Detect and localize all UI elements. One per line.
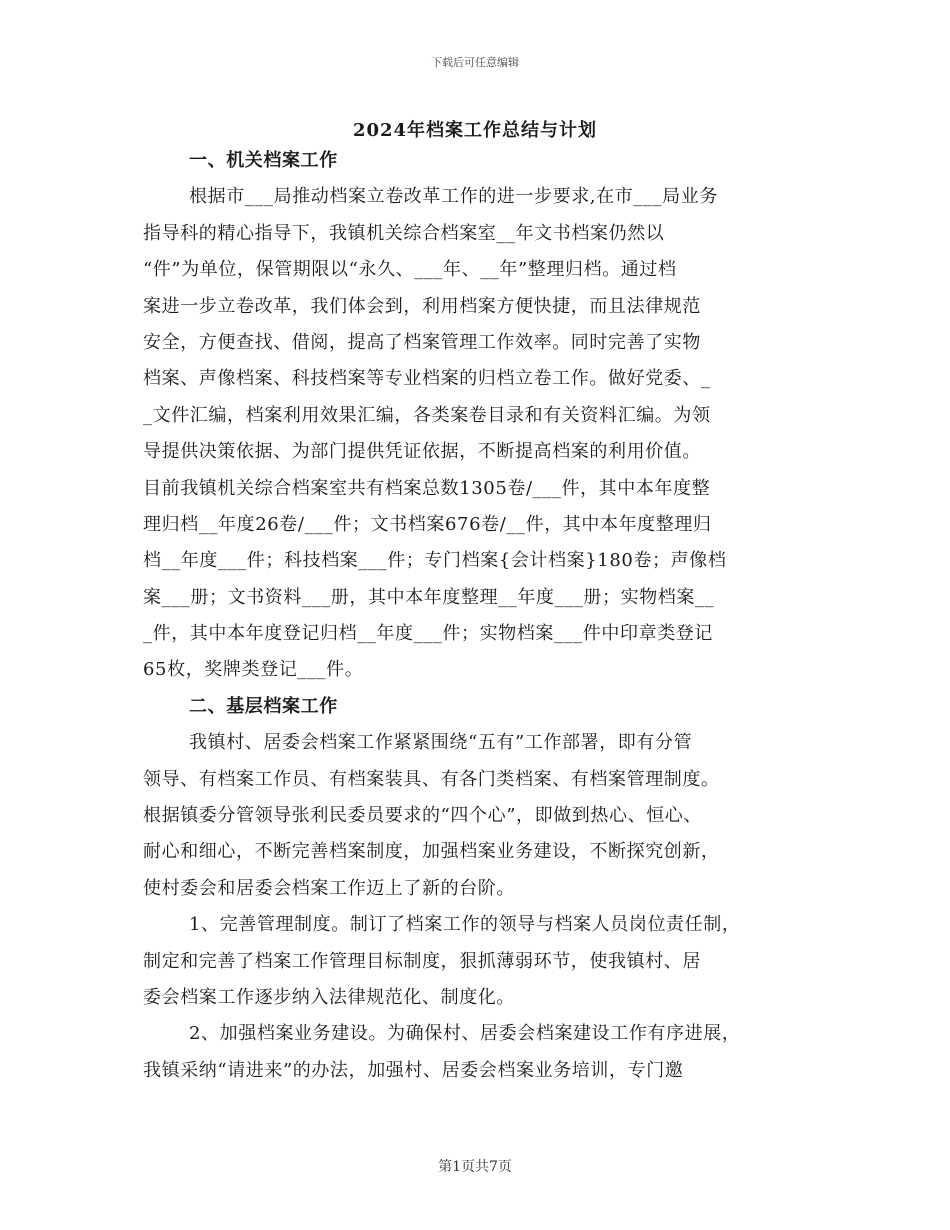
body-text-line: 1、完善管理制度。制订了档案工作的领导与档案人员岗位责任制， xyxy=(189,914,741,936)
page-number: 第1页共7页 xyxy=(438,1159,512,1175)
body-text-line: 制定和完善了档案工作管理目标制度，狠抓薄弱环节，使我镇村、居 xyxy=(143,950,701,972)
body-text-line: 65枚，奖牌类登记___件。 xyxy=(143,659,364,681)
page-header-note: 下载后可任意编辑 xyxy=(431,56,519,69)
section-heading: 一、机关档案工作 xyxy=(189,150,338,171)
section-heading: 二、基层档案工作 xyxy=(189,695,338,717)
body-text-line: 根据市___局推动档案立卷改革工作的进一步要求,在市___局业务 xyxy=(189,186,718,208)
body-text-line: “件”为单位，保管期限以“永久、___年、__年”整理归档。通过档 xyxy=(143,259,677,281)
body-text-line: 档__年度___件；科技档案___件；专门档案{会计档案}180卷；声像档 xyxy=(143,550,727,572)
body-text-line: 指导科的精心指导下，我镇机关综合档案室__年文书档案仍然以 xyxy=(143,222,665,244)
body-text-line: 使村委会和居委会档案工作迈上了新的台阶。 xyxy=(143,877,515,899)
body-text-line: 理归档__年度26卷/___件；文书档案676卷/__件，其中本年度整理归 xyxy=(143,513,712,535)
body-text-line: 目前我镇机关综合档案室共有档案总数1305卷/___件，其中本年度整 xyxy=(143,477,711,499)
body-text-line: _文件汇编，档案利用效果汇编，各类案卷目录和有关资料汇编。为领 xyxy=(143,404,711,426)
body-text-line: 案进一步立卷改革，我们体会到，利用档案方便快捷，而且法律规范 xyxy=(143,295,701,317)
body-text-line: 委会档案工作逐步纳入法律规范化、制度化。 xyxy=(143,986,515,1008)
body-text-line: 导提供决策依据、为部门提供凭证依据，不断提高档案的利用价值。 xyxy=(143,441,701,463)
body-text-line: 我镇采纳“请进来”的办法，加强村、居委会档案业务培训，专门邀 xyxy=(143,1059,684,1081)
body-text-line: 根据镇委分管领导张利民委员要求的“四个心”，即做到热心、恒心、 xyxy=(143,805,703,827)
body-text-line: 安全，方便查找、借阅，提高了档案管理工作效率。同时完善了实物 xyxy=(143,331,701,353)
document-title: 2024年档案工作总结与计划 xyxy=(352,120,598,141)
body-text-line: 领导、有档案工作员、有档案装具、有各门类档案、有档案管理制度。 xyxy=(143,768,720,790)
body-text-line: 我镇村、居委会档案工作紧紧围绕“五有”工作部署，即有分管 xyxy=(189,732,693,754)
body-text-line: 耐心和细心，不断完善档案制度，加强档案业务建设，不断探究创新， xyxy=(143,841,720,863)
body-text-line: 2、加强档案业务建设。为确保村、居委会档案建设工作有序进展， xyxy=(189,1023,741,1045)
body-text-line: 案___册；文书资料___册，其中本年度整理__年度___册；实物档案__ xyxy=(143,586,715,608)
document-body xyxy=(143,143,815,1089)
body-text-line: 档案、声像档案、科技档案等专业档案的归档立卷工作。做好党委、_ xyxy=(143,368,711,390)
body-text-line: _件，其中本年度登记归档__年度___件；实物档案___件中印章类登记 xyxy=(143,623,713,645)
